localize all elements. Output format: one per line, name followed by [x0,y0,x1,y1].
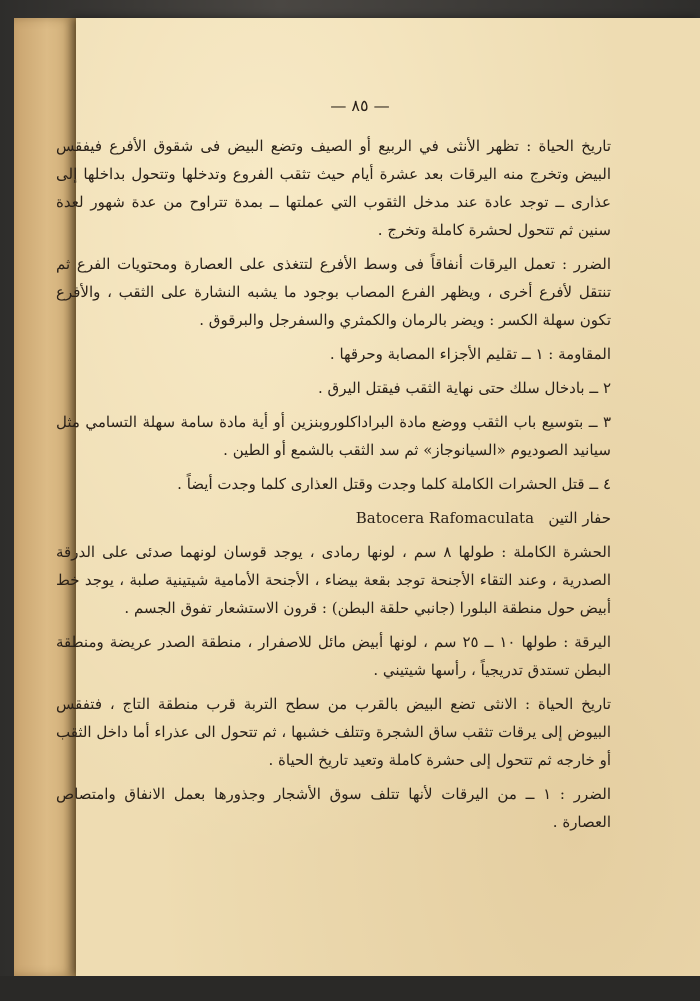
heading-arabic: حفار التين [548,509,611,527]
paragraph-control-1: المقاومة : ١ ــ تقليم الأجزاء المصابة وحرقها . [329,345,611,363]
paragraph-damage: الضرر : تعمل اليرقات أنفاقاً فى وسط الأفرع لتتغذى على العصارة ومحتويات الفرع ثم تنتقل لأفرع أخرى ، ويظهر الفرع المصاب بوجود ما يشبه النشارة على الثقب ، والأفرع تكون سهلة الكسر : ويضر بالرمان والكمثري والسفرجل والبرقوق . [56,255,611,329]
paragraph-control-2: ٢ ــ بادخال سلك حتى نهاية الثقب فيقتل اليرق . [318,379,611,397]
paragraph-adult-insect: الحشرة الكاملة : طولها ٨ سم ، لونها رمادى ، يوجد قوسان لونهما صدئى على الدرقة الصدرية ، وعند التقاء الأجنحة توجد بقعة بيضاء ، الأجنحة الأمامية شيتينية صلبة ، يوجد خط أبيض حول منطقة البلورا (جانبي حلقة البطن) : قرون الاستشعار تفوق الجسم . [56,543,611,617]
paragraph-life-history: تاريخ الحياة : تظهر الأنثى في الربيع أو الصيف وتضع البيض فى شقوق الأفرع فيفقس البيض وتخرج منه اليرقات بعد عشرة أيام حيث تثقب الفروع وتدخلها وتتحول بداخلها إلى عذارى ــ توجد عادة عند مدخل الثقوب التي عملتها ــ بمدة تتراوح من عدة شهور لعدة سنين ثم تتحول لحشرة كاملة وتخرج . [56,137,611,239]
scan-bottom-edge [0,976,700,1001]
section-heading [56,504,611,532]
heading-latin: Batocera Rafomaculata [355,509,535,527]
paragraph-larva: اليرقة : طولها ١٠ ــ ٢٥ سم ، لونها أبيض مائل للاصفرار ، منطقة الصدر عريضة ومنطقة البطن تستدق تدريجياً ، رأسها شيتيني . [56,633,611,679]
paragraph-life-history-2: تاريخ الحياة : الانثى تضع البيض بالقرب من سطح التربة قرب منطقة التاج ، فتفقس البيوض إلى يرقات تثقب ساق الشجرة وتتلف خشبها ، ثم تتحول الى عذراء أما داخل الثقب أو خارجه ثم تتحول إلى حشرة كاملة وتعيد تاريخ الحياة . [56,695,611,769]
paragraph-control-3: ٣ ــ بتوسيع باب الثقب ووضع مادة البراداكلوروبنزين أو أية مادة سامة سهلة التسامي مثل سيانيد الصوديوم «السيانوجاز» ثم سد الثقب بالشمع أو الطين . [56,413,611,459]
paragraph-damage-2: الضرر : ١ ــ من اليرقات لأنها تتلف سوق الأشجار وجذورها بعمل الانفاق وامتصاص العصارة . [56,785,611,831]
page-number: — ٨٥ — [330,96,390,115]
page-text [56,132,611,842]
paragraph-control-4: ٤ ــ قتل الحشرات الكاملة كلما وجدت وقتل العذارى كلما وجدت أيضاً . [177,475,611,493]
